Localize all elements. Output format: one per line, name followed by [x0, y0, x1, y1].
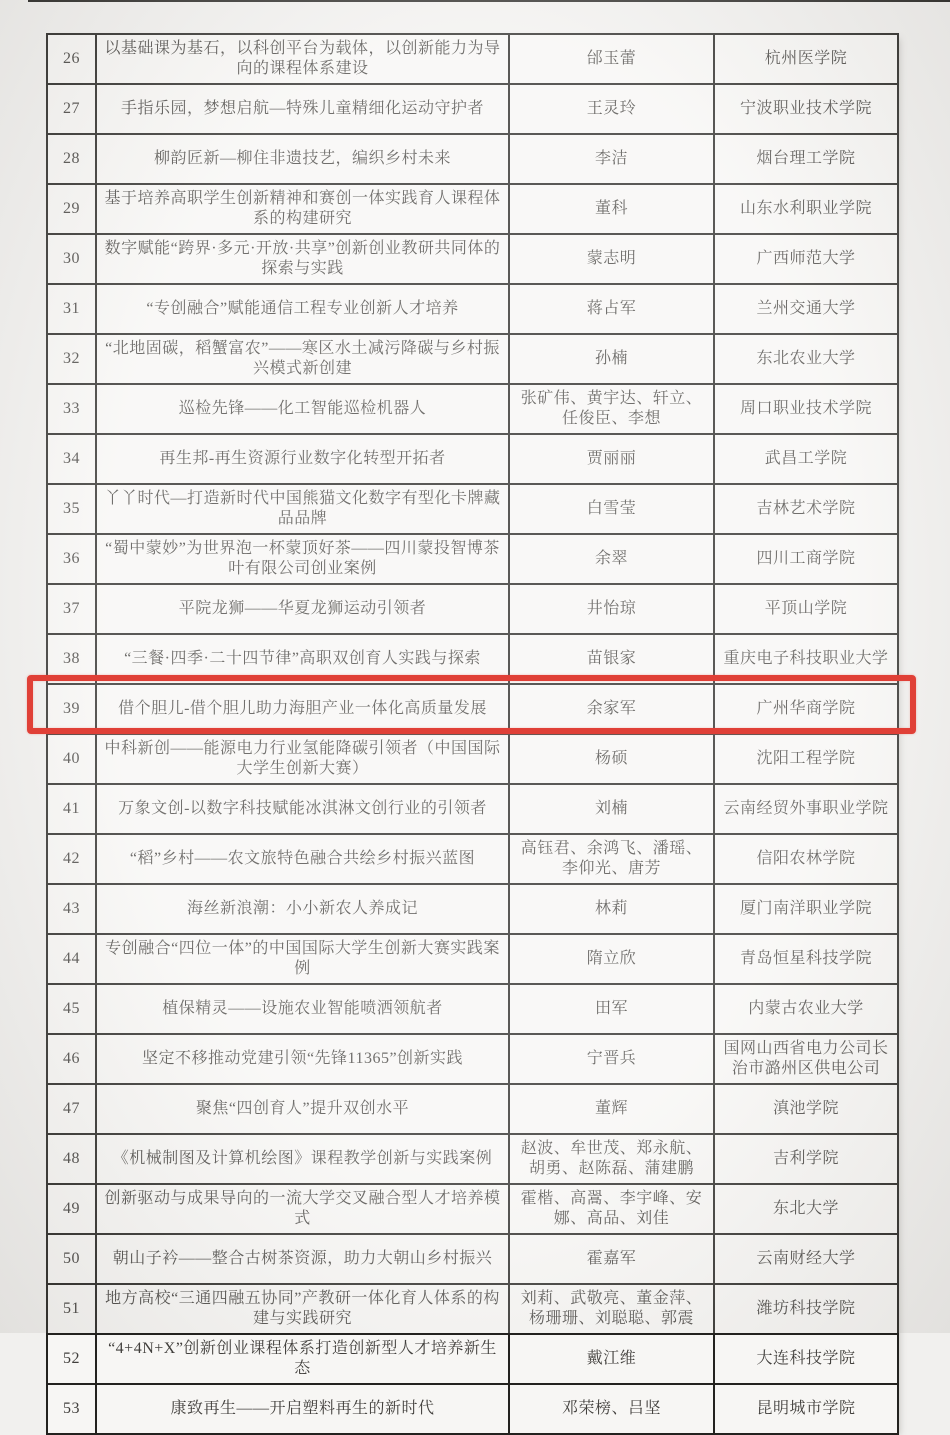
institution-cell: 厦门南洋职业学院 — [714, 884, 898, 934]
row-number-cell: 29 — [47, 184, 96, 234]
project-title-cell: 丫丫时代—打造新时代中国熊猫文化数字有型化卡牌藏品品牌 — [96, 484, 509, 534]
table-row — [47, 634, 898, 684]
row-number-cell: 43 — [47, 884, 96, 934]
institution-cell: 东北大学 — [714, 1184, 898, 1234]
row-number-cell: 34 — [47, 434, 96, 484]
project-title-cell: 数字赋能“跨界·多元·开放·共享”创新创业教研共同体的探索与实践 — [96, 234, 509, 284]
table-row — [47, 1134, 898, 1184]
row-number-cell: 30 — [47, 234, 96, 284]
names-cell: 王灵玲 — [509, 84, 714, 134]
row-number-cell: 35 — [47, 484, 96, 534]
names-cell: 林莉 — [509, 884, 714, 934]
names-cell: 隋立欣 — [509, 934, 714, 984]
institution-cell: 沈阳工程学院 — [714, 734, 898, 784]
names-cell: 蒙志明 — [509, 234, 714, 284]
row-number-cell: 26 — [47, 34, 96, 84]
institution-cell: 滇池学院 — [714, 1084, 898, 1134]
project-title-cell: 手指乐园，梦想启航—特殊儿童精细化运动守护者 — [96, 84, 509, 134]
names-cell: 杨硕 — [509, 734, 714, 784]
institution-cell: 青岛恒星科技学院 — [714, 934, 898, 984]
institution-cell: 杭州医学院 — [714, 34, 898, 84]
institution-cell: 烟台理工学院 — [714, 134, 898, 184]
project-title-cell: 巡检先锋——化工智能巡检机器人 — [96, 384, 509, 434]
row-number-cell: 32 — [47, 334, 96, 384]
table-row — [47, 884, 898, 934]
institution-cell: 吉利学院 — [714, 1134, 898, 1184]
institution-cell: 周口职业技术学院 — [714, 384, 898, 434]
project-title-cell: 柳韵匠新—柳住非遗技艺，编织乡村未来 — [96, 134, 509, 184]
names-cell: 高钰君、余鸿飞、潘瑶、李仰光、唐芳 — [509, 834, 714, 884]
project-title-cell: 专创融合“四位一体”的中国国际大学生创新大赛实践案例 — [96, 934, 509, 984]
institution-cell: 信阳农林学院 — [714, 834, 898, 884]
project-title-cell: 以基础课为基石，以科创平台为载体，以创新能力为导向的课程体系建设 — [96, 34, 509, 84]
row-number-cell: 51 — [47, 1284, 96, 1334]
row-number-cell: 49 — [47, 1184, 96, 1234]
names-cell: 宁晋兵 — [509, 1034, 714, 1084]
names-cell: 余家军 — [509, 684, 714, 734]
project-title-cell: “北地固碳，稻蟹富农”——寒区水土减污降碳与乡村振兴模式新创建 — [96, 334, 509, 384]
table-row — [47, 1234, 898, 1284]
award-table-body — [47, 34, 898, 1434]
names-cell: 刘楠 — [509, 784, 714, 834]
project-title-cell: 《机械制图及计算机绘图》课程教学创新与实践案例 — [96, 1134, 509, 1184]
table-row — [47, 584, 898, 634]
names-cell: 井怡琼 — [509, 584, 714, 634]
names-cell: 张矿伟、黄宇达、轩立、任俊臣、李想 — [509, 384, 714, 434]
table-row — [47, 434, 898, 484]
institution-cell: 东北农业大学 — [714, 334, 898, 384]
row-number-cell: 37 — [47, 584, 96, 634]
row-number-cell: 33 — [47, 384, 96, 434]
row-number-cell: 28 — [47, 134, 96, 184]
row-number-cell: 36 — [47, 534, 96, 584]
row-number-cell: 47 — [47, 1084, 96, 1134]
row-number-cell: 46 — [47, 1034, 96, 1084]
award-table — [46, 33, 899, 1435]
row-number-cell: 31 — [47, 284, 96, 334]
names-cell: 白雪莹 — [509, 484, 714, 534]
project-title-cell: 平院龙狮——华夏龙狮运动引领者 — [96, 584, 509, 634]
project-title-cell: “蜀中蒙妙”为世界泡一杯蒙顶好茶——四川蒙投智博茶叶有限公司创业案例 — [96, 534, 509, 584]
project-title-cell: 聚焦“四创育人”提升双创水平 — [96, 1084, 509, 1134]
project-title-cell: 地方高校“三通四融五协同”产教研一体化育人体系的构建与实践研究 — [96, 1284, 509, 1334]
table-row — [47, 234, 898, 284]
project-title-cell: “三餐·四季·二十四节律”高职双创育人实践与探索 — [96, 634, 509, 684]
project-title-cell: 中科新创——能源电力行业氢能降碳引领者（中国国际大学生创新大赛） — [96, 734, 509, 784]
row-number-cell: 38 — [47, 634, 96, 684]
institution-cell: 大连科技学院 — [714, 1334, 898, 1384]
row-number-cell: 44 — [47, 934, 96, 984]
project-title-cell: 万象文创-以数字科技赋能冰淇淋文创行业的引领者 — [96, 784, 509, 834]
project-title-cell: “稻”乡村——农文旅特色融合共绘乡村振兴蓝图 — [96, 834, 509, 884]
names-cell: 董辉 — [509, 1084, 714, 1134]
table-row — [47, 184, 898, 234]
table-row — [47, 1084, 898, 1134]
names-cell: 田军 — [509, 984, 714, 1034]
names-cell: 孙楠 — [509, 334, 714, 384]
institution-cell: 云南经贸外事职业学院 — [714, 784, 898, 834]
project-title-cell: “专创融合”赋能通信工程专业创新人才培养 — [96, 284, 509, 334]
table-row — [47, 1184, 898, 1234]
table-row — [47, 784, 898, 834]
institution-cell: 昆明城市学院 — [714, 1384, 898, 1434]
names-cell: 戴江维 — [509, 1334, 714, 1384]
project-title-cell: “4+4N+X”创新创业课程体系打造创新型人才培养新生态 — [96, 1334, 509, 1384]
table-row — [47, 34, 898, 84]
row-number-cell: 42 — [47, 834, 96, 884]
row-number-cell: 48 — [47, 1134, 96, 1184]
institution-cell: 重庆电子科技职业大学 — [714, 634, 898, 684]
table-row — [47, 834, 898, 884]
names-cell: 苗银家 — [509, 634, 714, 684]
project-title-cell: 海丝新浪潮：小小新农人养成记 — [96, 884, 509, 934]
names-cell: 霍嘉军 — [509, 1234, 714, 1284]
institution-cell: 云南财经大学 — [714, 1234, 898, 1284]
project-title-cell: 借个胆儿-借个胆儿助力海胆产业一体化高质量发展 — [96, 684, 509, 734]
table-row — [47, 284, 898, 334]
table-row — [47, 1334, 898, 1384]
row-number-cell: 39 — [47, 684, 96, 734]
table-row — [47, 984, 898, 1034]
institution-cell: 宁波职业技术学院 — [714, 84, 898, 134]
names-cell: 赵波、牟世茂、郑永航、胡勇、赵陈磊、蒲建鹏 — [509, 1134, 714, 1184]
institution-cell: 山东水利职业学院 — [714, 184, 898, 234]
row-number-cell: 27 — [47, 84, 96, 134]
project-title-cell: 再生邦-再生资源行业数字化转型开拓者 — [96, 434, 509, 484]
award-table-container — [46, 33, 897, 1435]
names-cell: 贾丽丽 — [509, 434, 714, 484]
institution-cell: 四川工商学院 — [714, 534, 898, 584]
row-number-cell: 52 — [47, 1334, 96, 1384]
names-cell: 余翠 — [509, 534, 714, 584]
names-cell: 李洁 — [509, 134, 714, 184]
institution-cell: 潍坊科技学院 — [714, 1284, 898, 1334]
names-cell: 刘莉、武敬亮、董金萍、杨珊珊、刘聪聪、郭震 — [509, 1284, 714, 1334]
project-title-cell: 创新驱动与成果导向的一流大学交叉融合型人才培养模式 — [96, 1184, 509, 1234]
table-row — [47, 734, 898, 784]
project-title-cell: 康致再生——开启塑料再生的新时代 — [96, 1384, 509, 1434]
row-number-cell: 53 — [47, 1384, 96, 1434]
row-number-cell: 45 — [47, 984, 96, 1034]
names-cell: 邓荣榜、吕坚 — [509, 1384, 714, 1434]
row-number-cell: 40 — [47, 734, 96, 784]
row-number-cell: 50 — [47, 1234, 96, 1284]
table-row — [47, 534, 898, 584]
table-row — [47, 684, 898, 734]
institution-cell: 吉林艺术学院 — [714, 484, 898, 534]
table-row — [47, 134, 898, 184]
institution-cell: 武昌工学院 — [714, 434, 898, 484]
project-title-cell: 植保精灵——设施农业智能喷洒领航者 — [96, 984, 509, 1034]
institution-cell: 国网山西省电力公司长治市潞州区供电公司 — [714, 1034, 898, 1084]
previous-row-cut-border — [28, 0, 950, 2]
institution-cell: 平顶山学院 — [714, 584, 898, 634]
names-cell: 霍楷、高翯、李宇峰、安娜、高品、刘佳 — [509, 1184, 714, 1234]
table-row — [47, 484, 898, 534]
names-cell: 董科 — [509, 184, 714, 234]
table-row — [47, 1284, 898, 1334]
table-row — [47, 334, 898, 384]
project-title-cell: 朝山子衿——整合古树茶资源，助力大朝山乡村振兴 — [96, 1234, 509, 1284]
names-cell: 蒋占军 — [509, 284, 714, 334]
row-number-cell: 41 — [47, 784, 96, 834]
names-cell: 邰玉蕾 — [509, 34, 714, 84]
table-row — [47, 384, 898, 434]
institution-cell: 广西师范大学 — [714, 234, 898, 284]
table-row — [47, 84, 898, 134]
institution-cell: 广州华商学院 — [714, 684, 898, 734]
institution-cell: 内蒙古农业大学 — [714, 984, 898, 1034]
table-row — [47, 1034, 898, 1084]
table-row — [47, 934, 898, 984]
project-title-cell: 基于培养高职学生创新精神和赛创一体实践育人课程体系的构建研究 — [96, 184, 509, 234]
project-title-cell: 坚定不移推动党建引领“先锋11365”创新实践 — [96, 1034, 509, 1084]
institution-cell: 兰州交通大学 — [714, 284, 898, 334]
table-row — [47, 1384, 898, 1434]
